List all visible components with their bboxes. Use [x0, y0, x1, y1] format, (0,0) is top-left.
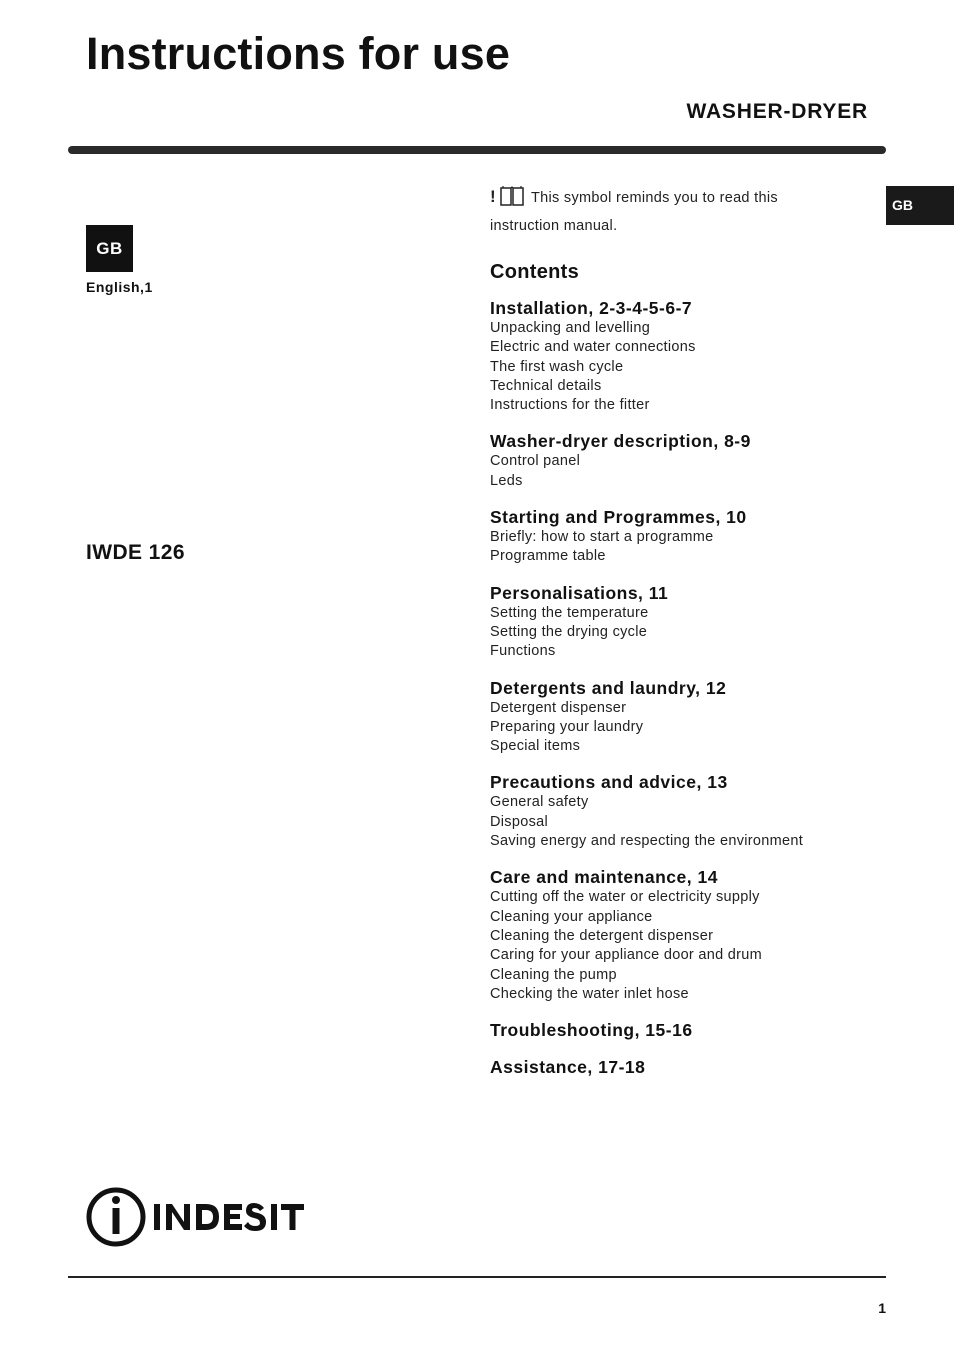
model-number: IWDE 126 — [86, 541, 185, 564]
section-item: Setting the drying cycle — [490, 623, 648, 640]
section-title: Care and maintenance, 14 — [490, 867, 718, 888]
section-item: Special items — [490, 738, 581, 755]
section-item: Preparing your laundry — [490, 718, 644, 735]
page-number: 1 — [878, 1300, 886, 1316]
section-title: Detergents and laundry, 12 — [490, 677, 727, 698]
language-label: English,1 — [86, 279, 153, 295]
read-manual-notice — [490, 185, 830, 238]
section-item: Instructions for the fitter — [490, 397, 650, 414]
section-title: Precautions and advice, 13 — [490, 772, 728, 793]
contents-section — [490, 1020, 870, 1041]
section-item: Caring for your appliance door and drum — [490, 947, 763, 964]
section-title: Assistance, 17-18 — [490, 1057, 646, 1078]
section-item: The first wash cycle — [490, 358, 624, 375]
section-title: Installation, 2-3-4-5-6-7 — [490, 298, 693, 318]
section-item: Setting the temperature — [490, 604, 649, 621]
contents-heading: Contents — [490, 261, 580, 283]
page-title: Instructions for use — [86, 28, 511, 79]
contents-section — [490, 1057, 870, 1078]
section-item: Functions — [490, 643, 556, 660]
header-rule — [68, 146, 886, 154]
contents-section — [490, 772, 870, 851]
section-item: Cutting off the water or electricity supply — [490, 889, 760, 906]
notice-text: This symbol reminds you to read this instruction manual. — [490, 190, 778, 234]
language-badge: GB — [86, 225, 133, 272]
section-item: Cleaning the detergent dispenser — [490, 927, 714, 944]
section-title: Personalisations, 11 — [490, 582, 669, 603]
section-item: Briefly: how to start a programme — [490, 529, 714, 546]
section-title: Washer-dryer description, 8-9 — [490, 431, 751, 452]
contents-section — [490, 583, 870, 662]
contents-sections — [490, 298, 870, 1078]
section-item: Electric and water connections — [490, 339, 696, 356]
book-icon — [499, 185, 525, 215]
footer-rule — [68, 1276, 886, 1278]
section-item: Control panel — [490, 453, 581, 470]
section-item: Checking the water inlet hose — [490, 985, 689, 1002]
section-title: Starting and Programmes, 10 — [490, 507, 747, 528]
section-item: Disposal — [490, 813, 549, 830]
section-item: Cleaning the pump — [490, 966, 617, 983]
product-type: WASHER-DRYER — [686, 100, 868, 123]
contents-section — [490, 298, 870, 415]
section-item: Cleaning your appliance — [490, 908, 653, 925]
section-title: Troubleshooting, 15-16 — [490, 1020, 693, 1041]
contents-section — [490, 867, 870, 1004]
section-item: Technical details — [490, 377, 602, 394]
contents-section — [490, 431, 870, 491]
contents-section — [490, 678, 870, 757]
section-item: General safety — [490, 794, 589, 811]
table-of-contents — [490, 261, 870, 1094]
section-item: Detergent dispenser — [490, 699, 627, 716]
brand-logo — [86, 1186, 316, 1253]
section-item: Leds — [490, 472, 523, 489]
section-item: Unpacking and levelling — [490, 320, 651, 336]
warning-mark: ! — [490, 187, 496, 206]
section-item: Saving energy and respecting the environment — [490, 833, 804, 850]
section-item: Programme table — [490, 548, 606, 565]
contents-section — [490, 507, 870, 567]
language-side-tab: GB — [886, 186, 954, 225]
